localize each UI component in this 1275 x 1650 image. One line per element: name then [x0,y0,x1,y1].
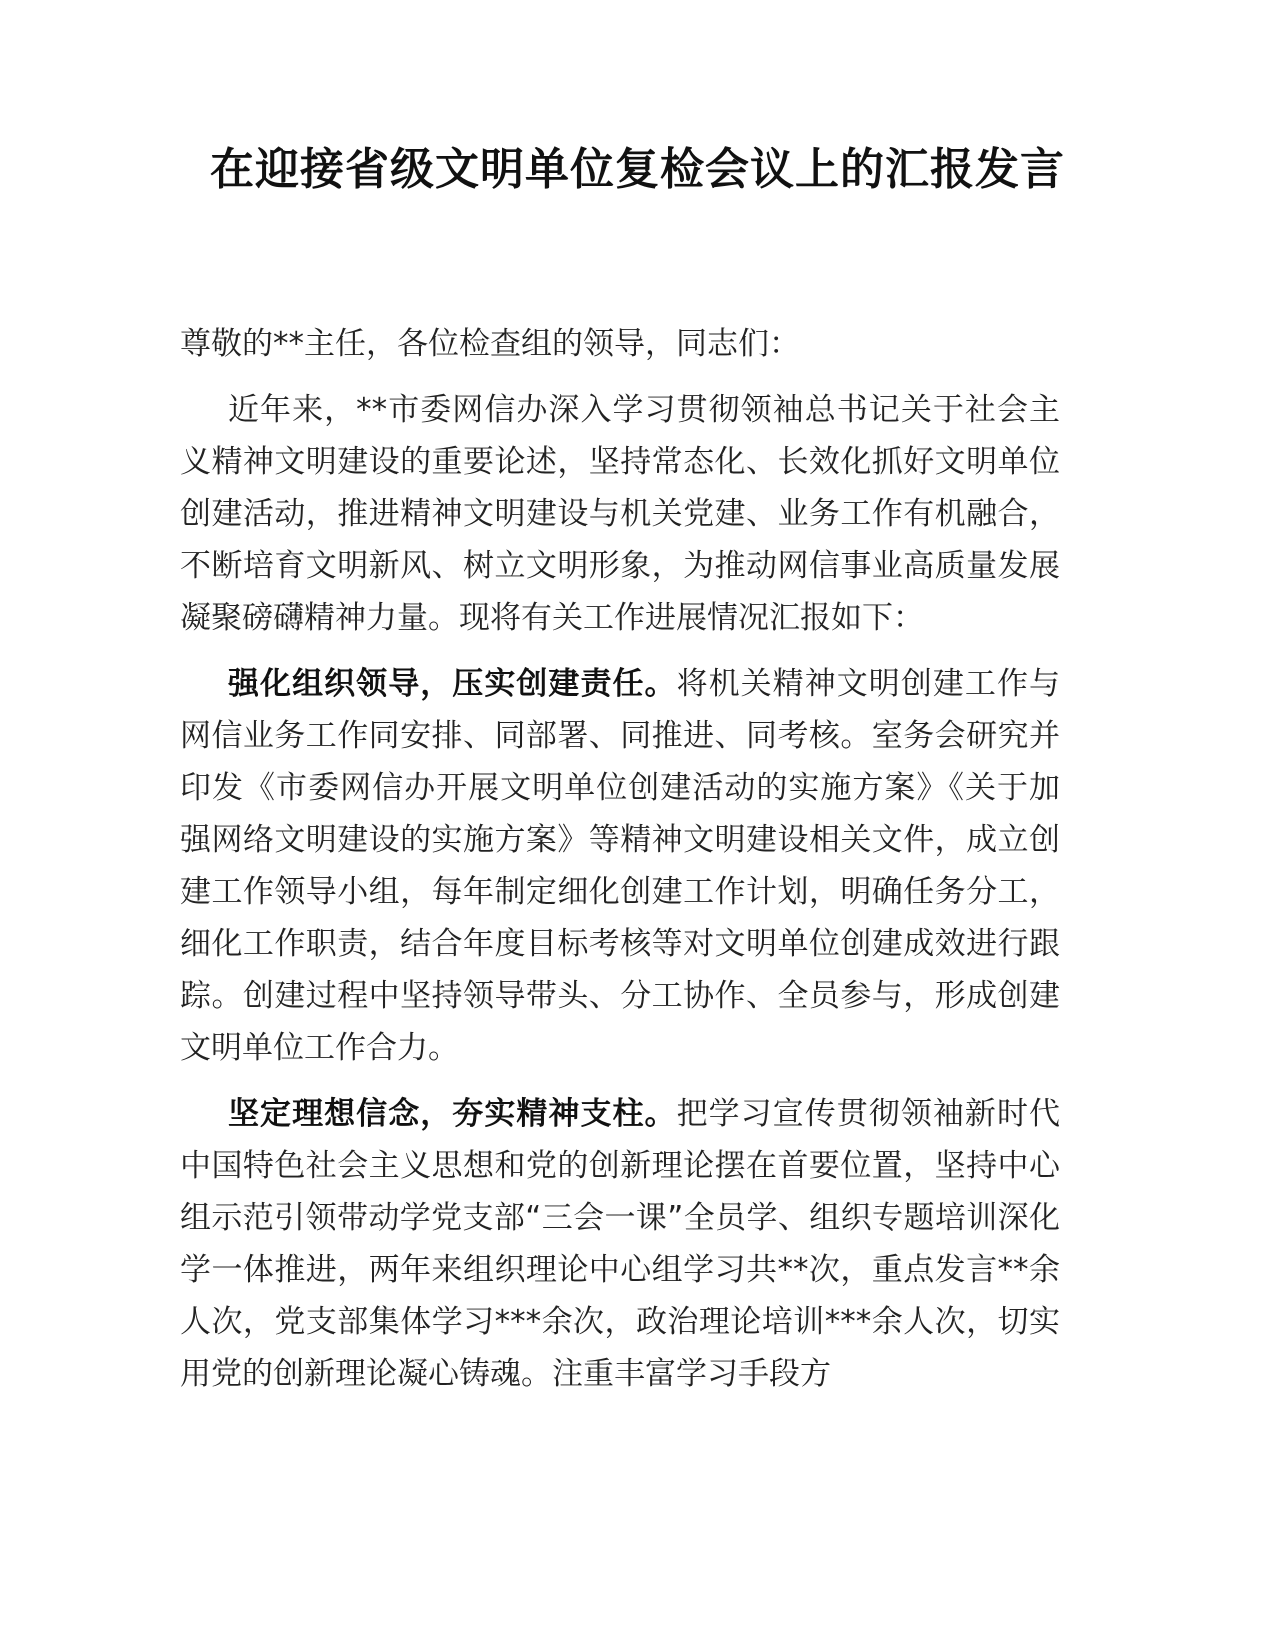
section-heading-2: 坚定理想信念，夯实精神支柱。 [228,1096,677,1132]
section-text-2: 把学习宣传贯彻领袖新时代中国特色社会主义思想和党的创新理论摆在首要位置，坚持中心组示范引领带动学党支部“三会一课”全员学、组织专题培训深化学一体推进，两年来组织理论中心组学习共**次，重点发言**余人次，党支部集体学习***余次，政治理论培训***余人次，切实用党的创新理论凝心铸魂。注重丰富学习手段方 [180,1096,1061,1392]
section-paragraph-1 [180,658,1060,1074]
section-text-1: 将机关精神文明创建工作与网信业务工作同安排、同部署、同推进、同考核。室务会研究并印发《市委网信办开展文明单位创建活动的实施方案》《关于加强网络文明建设的实施方案》等精神文明建设相关文件，成立创建工作领导小组，每年制定细化创建工作计划，明确任务分工，细化工作职责，结合年度目标考核等对文明单位创建成效进行跟踪。创建过程中坚持领导带头、分工协作、全员参与，形成创建文明单位工作合力。 [180,666,1061,1066]
document-title: 在迎接省级文明单位复检会议上的汇报发言 [210,144,1065,195]
document-body [180,318,1060,1414]
intro-paragraph: 近年来，**市委网信办深入学习贯彻领袖总书记关于社会主义精神文明建设的重要论述，坚持常态化、长效化抓好文明单位创建活动，推进精神文明建设与机关党建、业务工作有机融合，不断培育文明新风、树立文明形象，为推动网信事业高质量发展凝聚磅礴精神力量。现将有关工作进展情况汇报如下： [180,392,1060,636]
salutation: 尊敬的**主任，各位检查组的领导，同志们： [180,326,800,362]
section-paragraph-2 [180,1088,1060,1400]
section-heading-1: 强化组织领导，压实创建责任。 [228,666,677,702]
